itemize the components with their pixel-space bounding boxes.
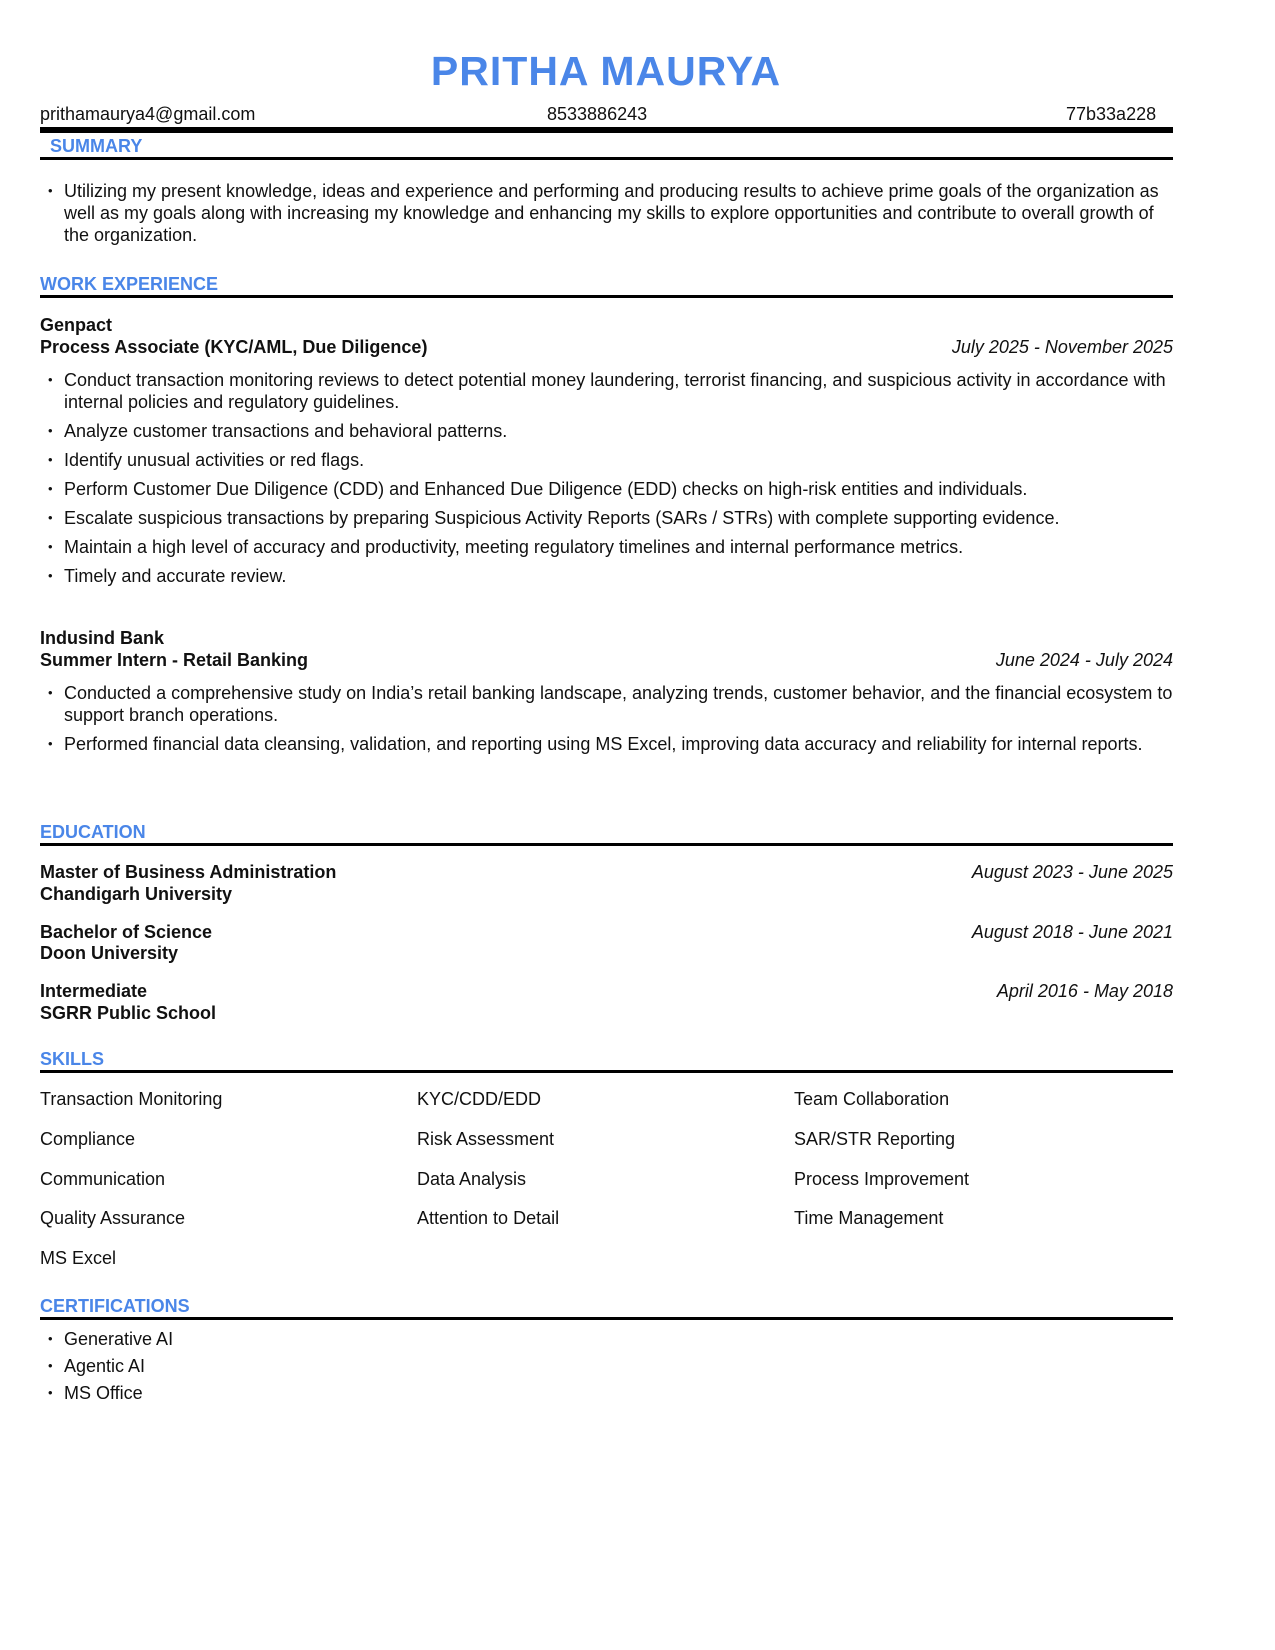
skill: Compliance <box>40 1129 136 1149</box>
skill: Communication <box>40 1169 166 1189</box>
divider <box>40 127 1173 133</box>
skill: Data Analysis <box>417 1169 527 1189</box>
school: Doon University <box>40 943 179 963</box>
divider <box>40 157 1173 160</box>
skill: Quality Assurance <box>40 1208 186 1228</box>
degree: Intermediate <box>40 981 148 1001</box>
job-bullet: • Conducted a comprehensive study on India’s retail banking landscape, analyzing trends, customer behavior, and the financial ecosystem to support branch operations. <box>48 682 1198 726</box>
section-title-certifications: CERTIFICATIONS <box>40 1296 190 1316</box>
company-name: Genpact <box>40 315 113 335</box>
phone: 8533886243 <box>547 104 648 124</box>
section-title-work: WORK EXPERIENCE <box>40 274 219 294</box>
education-dates: August 2018 - June 2021 <box>971 922 1173 942</box>
skill: Transaction Monitoring <box>40 1089 223 1109</box>
divider <box>40 843 1173 846</box>
section-title-skills: SKILLS <box>40 1049 105 1069</box>
certification: • Generative AI <box>48 1328 1198 1350</box>
section-title-summary: SUMMARY <box>50 136 143 156</box>
job-bullet: • Maintain a high level of accuracy and productivity, meeting regulatory timelines and internal performance metrics. <box>48 536 1198 558</box>
job-bullet: • Analyze customer transactions and behavioral patterns. <box>48 420 1198 442</box>
skill: Process Improvement <box>794 1169 970 1189</box>
school: SGRR Public School <box>40 1003 217 1023</box>
job-bullet: • Identify unusual activities or red flags. <box>48 449 1198 471</box>
job-bullet: • Performed financial data cleansing, validation, and reporting using MS Excel, improving data accuracy and reliability for internal reports. <box>48 733 1198 755</box>
skill: KYC/CDD/EDD <box>417 1089 542 1109</box>
profile-id: 77b33a228 <box>1066 104 1157 124</box>
certification: • Agentic AI <box>48 1355 1198 1377</box>
certification: • MS Office <box>48 1382 1198 1404</box>
skill: SAR/STR Reporting <box>794 1129 956 1149</box>
divider <box>40 1070 1173 1073</box>
job-role: Process Associate (KYC/AML, Due Diligence) <box>40 337 428 357</box>
divider <box>40 295 1173 298</box>
job-bullet: • Escalate suspicious transactions by preparing Suspicious Activity Reports (SARs / STRs) with complete supporting evidence. <box>48 507 1198 529</box>
job-dates: July 2025 - November 2025 <box>951 337 1173 357</box>
job-bullet: • Perform Customer Due Diligence (CDD) and Enhanced Due Diligence (EDD) checks on high-risk entities and individuals. <box>48 478 1198 500</box>
school: Chandigarh University <box>40 884 233 904</box>
degree: Bachelor of Science <box>40 922 213 942</box>
divider <box>40 1317 1173 1320</box>
job-role: Summer Intern - Retail Banking <box>40 650 309 670</box>
section-title-education: EDUCATION <box>40 822 146 842</box>
job-bullet: • Timely and accurate review. <box>48 565 1198 587</box>
job-dates: June 2024 - July 2024 <box>995 650 1173 670</box>
education-dates: August 2023 - June 2025 <box>971 862 1173 882</box>
skill: Team Collaboration <box>794 1089 950 1109</box>
job-bullet: • Conduct transaction monitoring reviews to detect potential money laundering, terrorist financing, and suspicious activity in accordance with internal policies and regulatory guidelines. <box>48 369 1198 413</box>
summary-bullet: • Utilizing my present knowledge, ideas and experience and performing and producing results to achieve prime goals of the organization as well as my goals along with increasing my knowledge and enhancing my skills to explore opportunities and contribute to overall growth of the organization. <box>48 180 1173 246</box>
skill: MS Excel <box>40 1248 117 1268</box>
education-dates: April 2016 - May 2018 <box>996 981 1173 1001</box>
email: prithamaurya4@gmail.com <box>40 104 256 124</box>
skill: Risk Assessment <box>417 1129 555 1149</box>
skill: Time Management <box>794 1208 944 1228</box>
skill: Attention to Detail <box>417 1208 560 1228</box>
candidate-name: PRITHA MAURYA <box>430 48 782 94</box>
degree: Master of Business Administration <box>40 862 337 882</box>
company-name: Indusind Bank <box>40 628 165 648</box>
